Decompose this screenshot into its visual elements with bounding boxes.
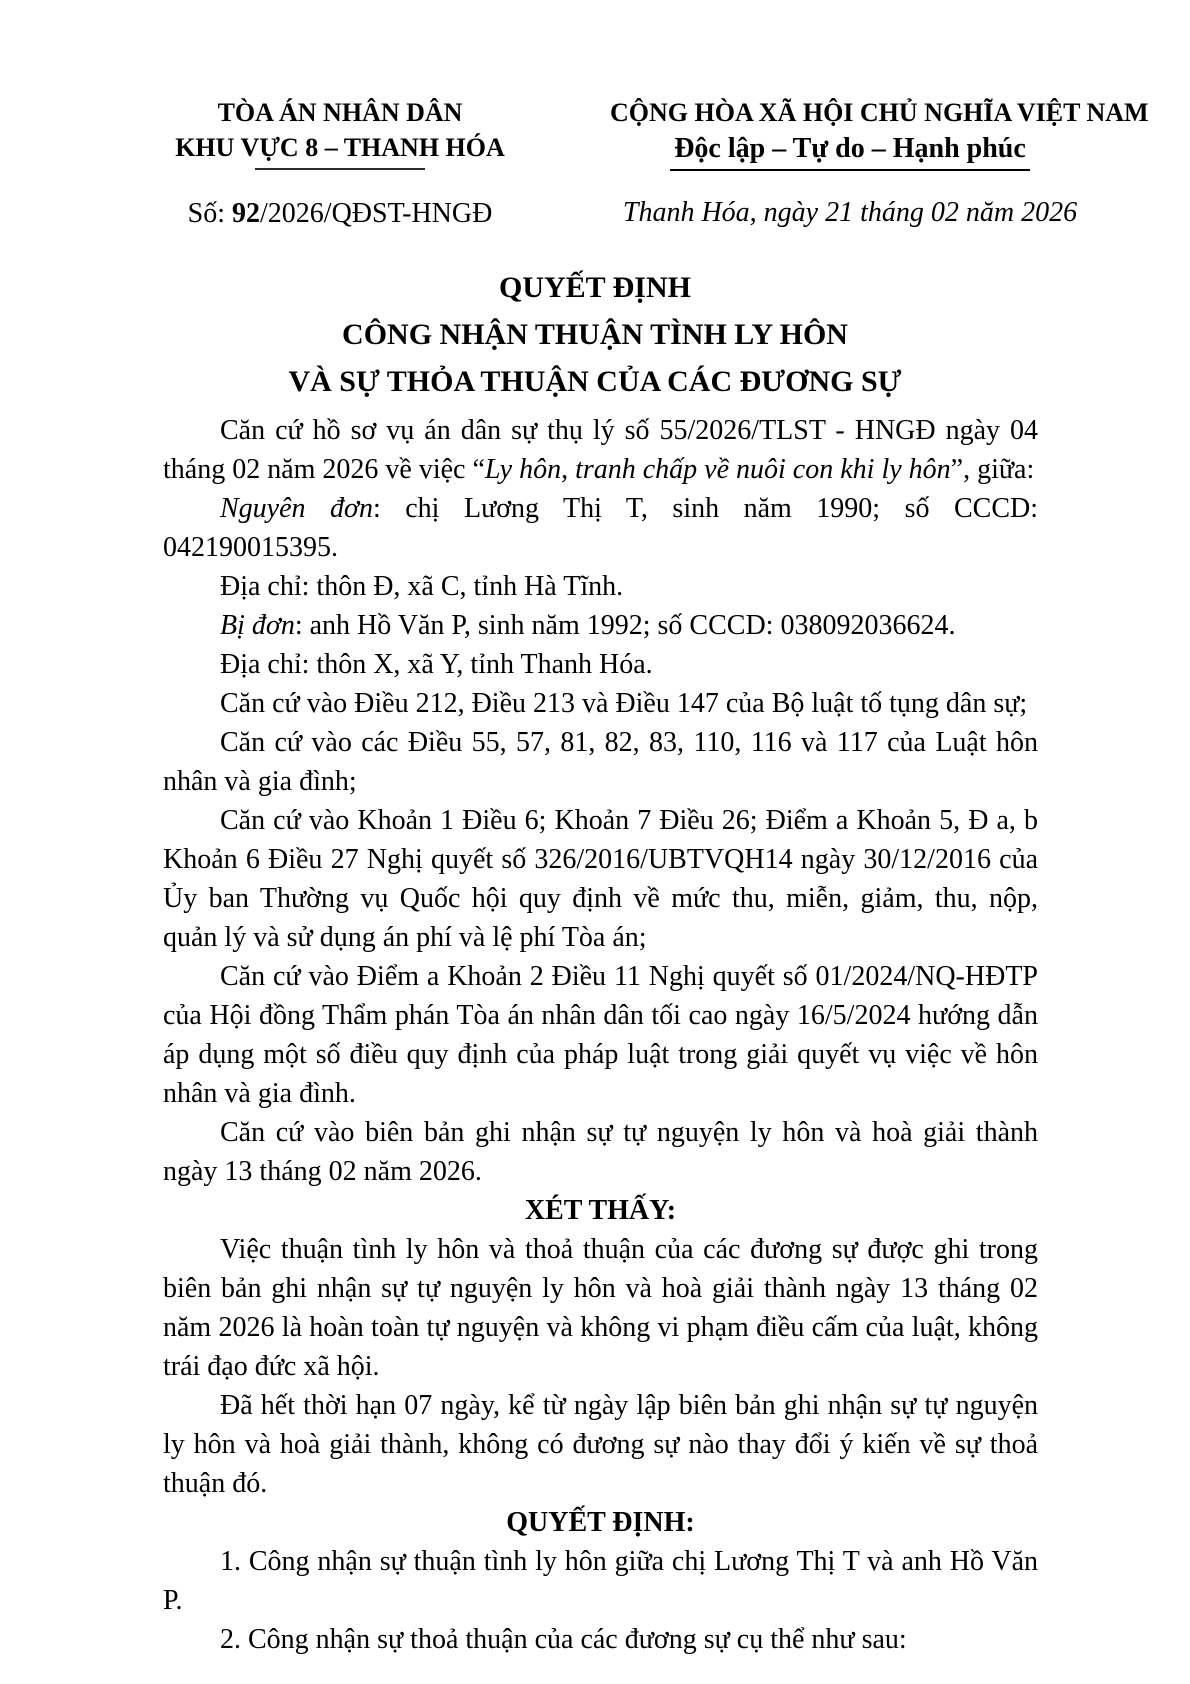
line-plaintiff-address: Địa chỉ: thôn Đ, xã C, tỉnh Hà Tĩnh.: [220, 571, 624, 602]
para-legal-basis-1: Căn cứ vào Điều 212, Điều 213 và Điều 147 của Bộ luật tố tụng dân sự;: [220, 688, 1028, 719]
document-number-suffix: /2026/QĐST-HNGĐ: [260, 198, 493, 229]
court-region: KHU VỰC 8 – THANH HÓA: [175, 133, 505, 162]
case-file-text-pre: Căn cứ hồ sơ vụ án dân sự thụ lý số 55/2026/TLST - HNGĐ ngày 04 tháng 02 năm 2026 về việc “: [163, 415, 1038, 485]
para-finding-2: Đã hết thời hạn 07 ngày, kể từ ngày lập biên bản ghi nhận sự tự nguyện ly hôn và hoà giải thành, không có đương sự nào thay đổi ý kiến về sự thoả thuận đó.: [163, 1390, 1038, 1499]
para-finding-1: Việc thuận tình ly hôn và thoả thuận của các đương sự được ghi trong biên bản ghi nhận sự tự nguyện ly hôn và hoà giải thành ngày 13 tháng 02 năm 2026 là hoàn toàn tự nguyện và không vi phạm điều cấm của luật, không trái đạo đức xã hội.: [163, 1234, 1038, 1382]
decision-title: QUYẾT ĐỊNH: [499, 271, 691, 304]
plaintiff-label: Nguyên đơn: [220, 493, 373, 524]
para-legal-basis-5: Căn cứ vào biên bản ghi nhận sự tự nguyện ly hôn và hoà giải thành ngày 13 tháng 02 năm 2026.: [163, 1117, 1038, 1187]
country-name: CỘNG HÒA XÃ HỘI CHỦ NGHĨA VIỆT NAM: [610, 98, 1149, 127]
document-number: [160, 196, 520, 232]
case-file-text-post: ”, giữa:: [950, 454, 1035, 485]
line-defendant-address: Địa chỉ: thôn X, xã Y, tỉnh Thanh Hóa.: [220, 649, 653, 680]
defendant-label: Bị đơn: [220, 610, 295, 641]
national-motto-wrap: [610, 130, 1090, 171]
court-header-block: [160, 95, 520, 232]
para-legal-basis-4: Căn cứ vào Điểm a Khoản 2 Điều 11 Nghị quyết số 01/2024/NQ-HĐTP của Hội đồng Thẩm phán Tòa án nhân dân tối cao ngày 16/5/2024 hướng dẫn áp dụng một số điều quy định của pháp luật trong giải quyết vụ việc về hôn nhân và gia đình.: [163, 961, 1038, 1109]
line-plaintiff: [163, 489, 1038, 567]
plaintiff-details: : chị Lương Thị T, sinh năm 1990; số CCCD: 042190015395.: [163, 493, 1038, 563]
para-legal-basis-3: Căn cứ vào Khoản 1 Điều 6; Khoản 7 Điều 26; Điểm a Khoản 5, Đ a, b Khoản 6 Điều 27 Nghị quyết số 326/2016/UBTVQH14 ngày 30/12/2016 của Ủy ban Thường vụ Quốc hội quy định về mức thu, miễn, giảm, thu, nộp, quản lý và sử dụng án phí và lệ phí Tòa án;: [163, 805, 1038, 953]
line-defendant: [163, 606, 1038, 645]
heading-xet-thay: XÉT THẤY:: [524, 1195, 677, 1226]
item-decision-2: 2. Công nhận sự thoả thuận của các đương sự cụ thể như sau:: [220, 1624, 907, 1655]
national-motto: Độc lập – Tự do – Hạnh phúc: [670, 130, 1030, 171]
heading-quyet-dinh: QUYẾT ĐỊNH:: [506, 1507, 695, 1538]
defendant-details: : anh Hồ Văn P, sinh năm 1992; số CCCD: 038092036624.: [294, 610, 956, 641]
case-file-subject: Ly hôn, tranh chấp về nuôi con khi ly hôn: [484, 454, 951, 485]
document-number-prefix: Số:: [187, 198, 233, 229]
decision-subtitle-2: VÀ SỰ THỎA THUẬN CỦA CÁC ĐƯƠNG SỰ: [288, 365, 902, 398]
decision-subtitle-1: CÔNG NHẬN THUẬN TÌNH LY HÔN: [342, 318, 848, 351]
document-header: [0, 95, 1190, 232]
document-number-value: 92: [232, 198, 261, 229]
national-header-block: [610, 95, 1149, 232]
item-decision-1: 1. Công nhận sự thuận tình ly hôn giữa chị Lương Thị T và anh Hồ Văn P.: [163, 1546, 1038, 1616]
para-legal-basis-2: Căn cứ vào các Điều 55, 57, 81, 82, 83, 110, 116 và 117 của Luật hôn nhân và gia đình;: [163, 727, 1038, 797]
court-header-underline: [255, 168, 425, 170]
decision-title-block: [0, 264, 1190, 405]
document-body: [163, 411, 1038, 1659]
place-date-line: Thanh Hóa, ngày 21 tháng 02 năm 2026: [622, 197, 1078, 228]
para-case-file: [163, 411, 1038, 489]
court-name: TÒA ÁN NHÂN DÂN: [217, 98, 463, 127]
